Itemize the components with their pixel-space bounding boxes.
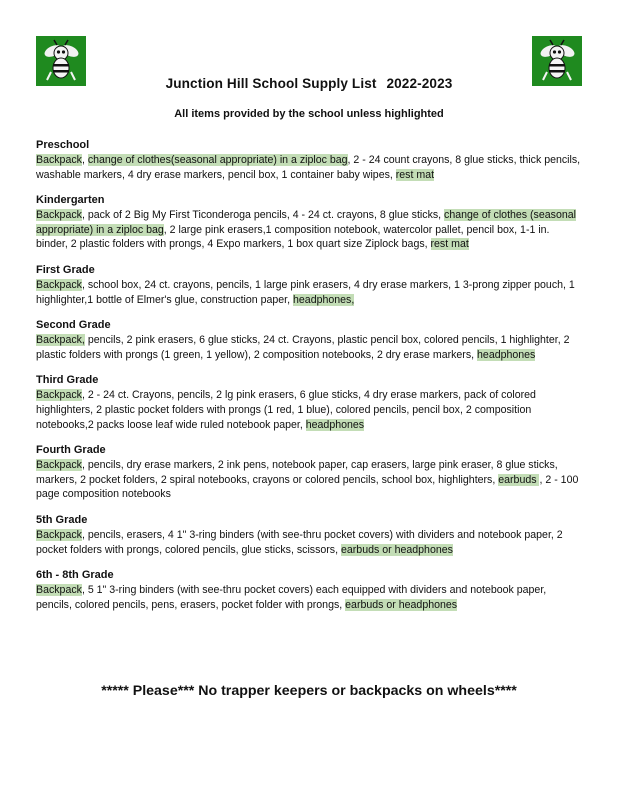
highlighted-item: rest mat <box>430 238 469 251</box>
grade-section <box>36 513 584 557</box>
grade-heading: 6th - 8th Grade <box>36 569 114 582</box>
school-year: 2022-2023 <box>386 76 453 91</box>
grade-heading: Second Grade <box>36 319 111 332</box>
highlighted-item: headphones <box>305 418 365 431</box>
grade-heading: Kindergarten <box>36 194 105 207</box>
highlighted-item: Backpack, <box>36 334 85 347</box>
highlighted-item: Backpack <box>36 528 82 541</box>
grade-heading: First Grade <box>36 263 95 276</box>
highlighted-item: headphones, <box>293 293 355 306</box>
highlighted-item: headphones <box>477 348 536 361</box>
page-subtitle: All items provided by the school unless highlighted <box>174 108 444 120</box>
item-text: pencils, 2 pink erasers, 6 glue sticks, 24 ct. Crayons, plastic pencil box, colored pencils, 1 highlighter, 2 plastic folders with prongs (1 green, 1 yellow), 2 composition notebooks, 2 dry erase markers, <box>36 334 570 361</box>
grade-section <box>36 443 584 502</box>
supply-items <box>36 388 584 432</box>
title-text: Junction Hill School Supply List <box>165 76 377 91</box>
supply-items <box>36 583 584 612</box>
item-text: , pack of 2 Big My First Ticonderoga pencils, 4 - 24 ct. crayons, 8 glue sticks, <box>81 209 445 222</box>
item-text: , 2 large pink erasers,1 composition notebook, watercolor pallet, pencil box, 1-1 in. binder, 2 plastic folders with prongs, 4 Expo markers, 1 box quart size Ziplock bags, <box>36 223 550 251</box>
highlighted-item: Backpack <box>36 154 82 166</box>
highlighted-item: Backpack <box>36 209 82 222</box>
supply-items <box>36 333 584 362</box>
item-text: , 2 - 100 page composition notebooks <box>36 473 579 501</box>
supply-items <box>36 153 584 182</box>
supply-items <box>36 458 584 502</box>
highlighted-item: Backpack <box>36 459 82 472</box>
highlighted-item: Backpack <box>36 278 82 291</box>
supply-items <box>36 208 584 252</box>
grade-heading: Third Grade <box>36 374 99 387</box>
grade-section <box>36 138 584 182</box>
supply-items <box>36 528 584 557</box>
grade-section <box>36 318 584 362</box>
grade-heading: Preschool <box>36 139 90 151</box>
item-text: , school box, 24 ct. crayons, pencils, 1 large pink erasers, 4 dry erase markers, 1 3-prong zipper pouch, 1 highlighter,1 bottle of Elmer's glue, construction paper, <box>36 278 575 306</box>
item-text: , <box>81 154 88 166</box>
highlighted-item: Backpack <box>36 584 82 597</box>
grade-section <box>36 193 584 252</box>
highlighted-item: Backpack <box>36 389 82 402</box>
highlighted-item: change of clothes(seasonal appropriate) in a ziploc bag <box>87 154 348 166</box>
grade-section <box>36 263 584 307</box>
item-text: , pencils, dry erase markers, 2 ink pens, notebook paper, cap erasers, large pink eraser, 8 glue sticks, markers, 2 pocket folders, 2 spiral notebooks, crayons or colored pencils, school box, highlighters, <box>36 459 558 486</box>
item-text: , pencils, erasers, 4 1" 3-ring binders (with see-thru pocket covers) with dividers and notebook paper, 2 pocket folders with prongs, colored pencils, glue sticks, scissors, <box>36 528 563 556</box>
highlighted-item: rest mat <box>395 168 435 181</box>
item-text: , 2 - 24 ct. Crayons, pencils, 2 lg pink erasers, 6 glue sticks, 4 dry erase markers, pack of colored highlighters, 2 plastic pocket folders with prongs (1 red, 1 blue), colored pencils, pencil box, 2 composition notebooks,2 packs loose leaf wide ruled notebook paper, <box>36 389 536 431</box>
grade-section <box>36 568 584 612</box>
footer-note: ***** Please*** No trapper keepers or backpacks on wheels**** <box>101 683 517 699</box>
item-text: , 5 1" 3-ring binders (with see-thru pocket covers) each equipped with dividers and notebook paper, pencils, colored pencils, pens, erasers, pocket folder with prongs, <box>36 584 547 611</box>
supply-sections <box>36 138 584 623</box>
highlighted-item: earbuds or headphones <box>345 598 458 611</box>
highlighted-item: change of clothes (seasonal appropriate) in a ziploc bag <box>36 209 576 236</box>
grade-heading: 5th Grade <box>36 513 88 526</box>
grade-section <box>36 373 584 432</box>
item-text: , 2 - 24 count crayons, 8 glue sticks, thick pencils, washable markers, 4 dry erase markers, pencil box, 1 container baby wipes, <box>36 154 581 181</box>
highlighted-item: earbuds or headphones <box>341 543 453 556</box>
highlighted-item: earbuds <box>498 473 540 486</box>
page-title <box>0 76 618 91</box>
grade-heading: Fourth Grade <box>36 444 106 457</box>
supply-items <box>36 278 584 307</box>
